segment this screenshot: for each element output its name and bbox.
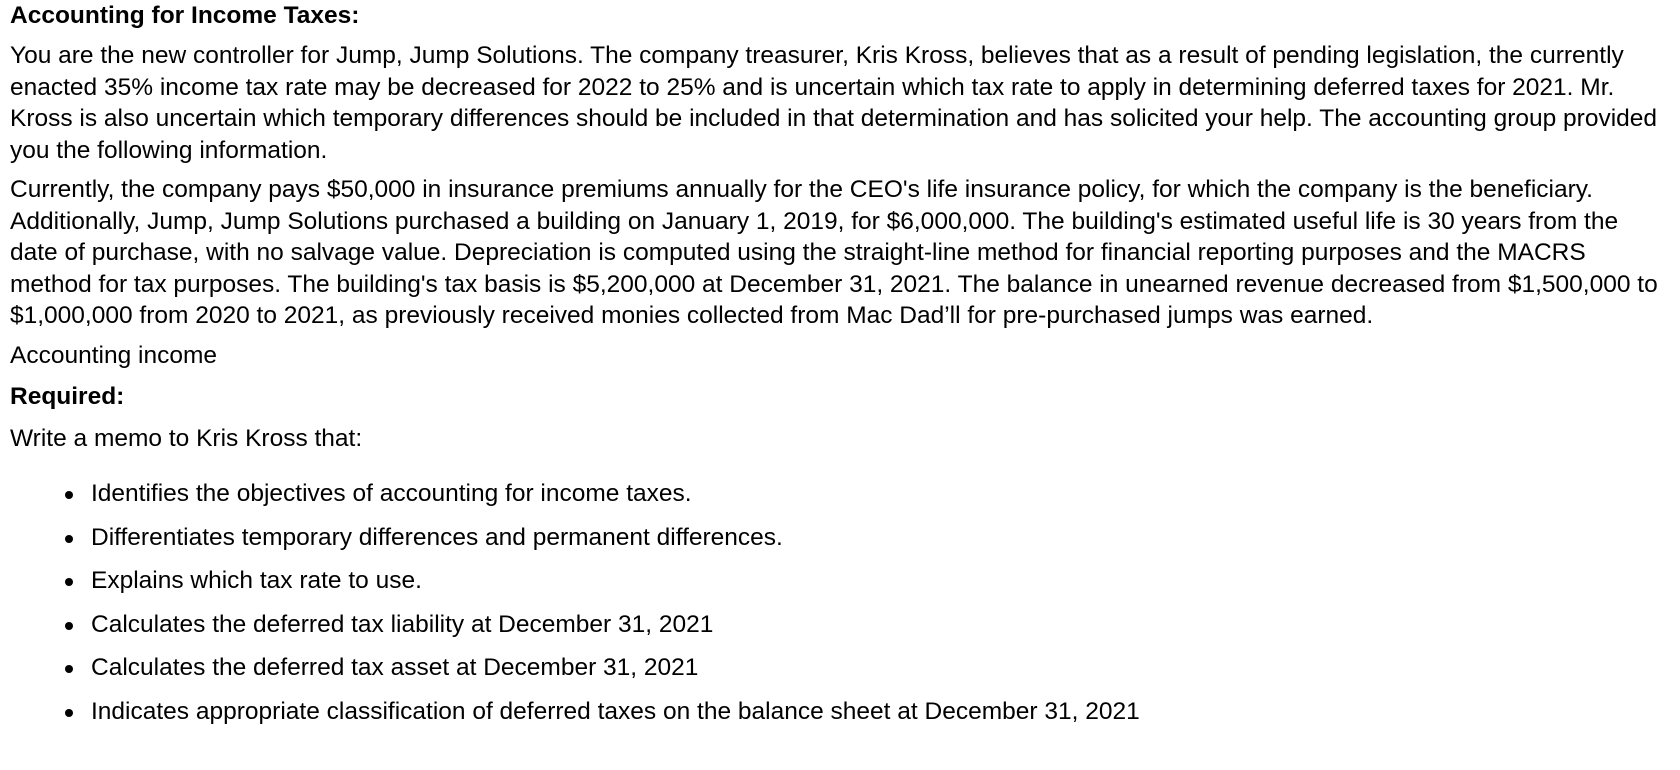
task-text: Calculates the deferred tax asset at December 31, 2021	[91, 654, 699, 681]
task-text: Calculates the deferred tax liability at December 31, 2021	[91, 610, 714, 638]
task-text: Explains which tax rate to use.	[91, 567, 422, 594]
list-item	[10, 522, 1664, 566]
list-item	[10, 696, 1664, 740]
details-paragraph: Currently, the company pays $50,000 in insurance premiums annually for the CEO's life insurance policy, for which the company is the beneficiary. Additionally, Jump, Jump Solutions purchased a building on January 1, 2019, for $6,000,000. The building's estimated useful life is 30 years from the date of purchase, with no salvage value. Depreciation is computed using the straight-line method for financial reporting purposes and the MACRS method for tax purposes. The building's tax basis is $5,200,000 at December 31, 2021. The balance in unearned revenue decreased from $1,500,000 to $1,000,000 from 2020 to 2021, as previously received monies collected from Mac Dad’ll for pre-purchased jumps was earned.	[10, 176, 1658, 329]
bullet-icon	[65, 535, 73, 543]
task-list	[10, 478, 1664, 739]
memo-instruction: Write a memo to Kris Kross that:	[10, 424, 363, 452]
required-heading: Required:	[10, 383, 125, 410]
bullet-icon	[65, 622, 73, 630]
list-item	[10, 652, 1664, 696]
list-item	[10, 565, 1664, 609]
accounting-income-label: Accounting income	[10, 341, 218, 369]
bullet-icon	[65, 491, 73, 499]
bullet-icon	[65, 665, 73, 673]
bullet-icon	[65, 578, 73, 586]
intro-paragraph: You are the new controller for Jump, Jump Solutions. The company treasurer, Kris Kross, believes that as a result of pending legislation, the currently enacted 35% income tax rate may be decreased for 2022 to 25% and is uncertain which tax rate to apply in determining deferred taxes for 2021. Mr. Kross is also uncertain which temporary differences should be included in that determination and has solicited your help. The accounting group provided you the following information.	[10, 42, 1658, 164]
bullet-icon	[65, 709, 73, 717]
document-title: Accounting for Income Taxes:	[10, 2, 360, 29]
task-text: Indicates appropriate classification of deferred taxes on the balance sheet at December 31, 2021	[91, 697, 1140, 725]
task-text: Differentiates temporary differences and permanent differences.	[91, 523, 783, 551]
list-item	[10, 478, 1664, 522]
task-text: Identifies the objectives of accounting for income taxes.	[91, 480, 692, 507]
list-item	[10, 609, 1664, 653]
